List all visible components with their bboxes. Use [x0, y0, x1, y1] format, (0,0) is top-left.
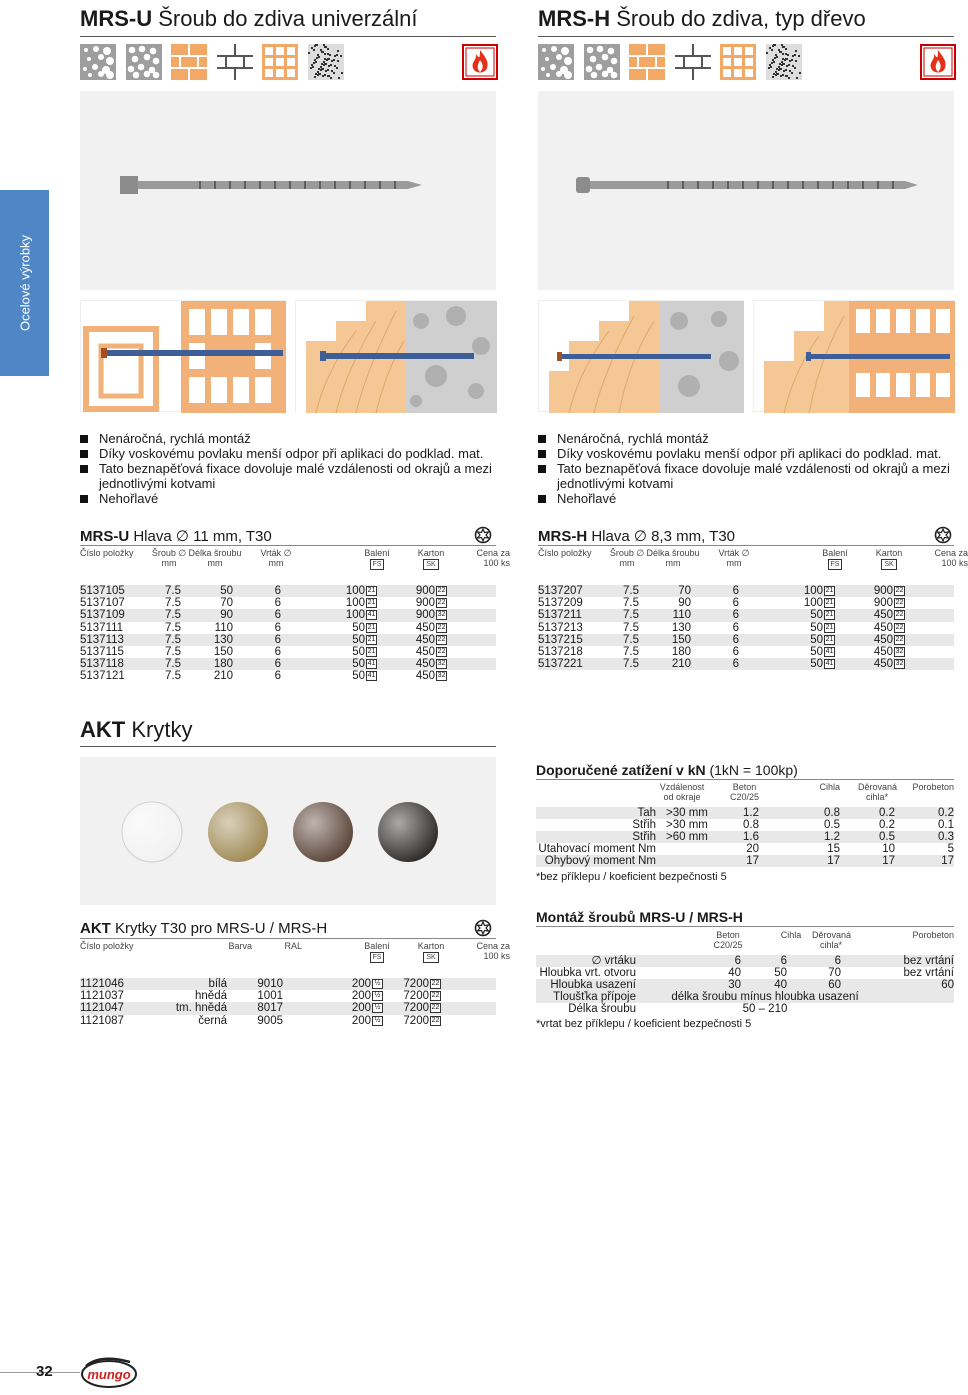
column-header-item: Číslo položky: [538, 548, 592, 558]
pack-code: 41: [367, 672, 376, 680]
pack-code: 21: [367, 586, 376, 594]
pack-code: 21: [825, 623, 834, 631]
load-table: [536, 807, 954, 867]
table-row: 1121046 bílá 9010 200 ½ 7200 22: [80, 978, 496, 990]
feature-item: Nenáročná, rychlá montáž: [80, 431, 500, 446]
mount-header-beton: Beton C20/25: [713, 930, 743, 950]
mrsh-feature-list: [538, 431, 958, 506]
packaging-tag: SK: [423, 559, 438, 570]
column-header-price: Cena za 100 ks: [476, 548, 510, 568]
fire-icon: [920, 44, 956, 80]
table-row: 5137211 7.5 110 6 50 21 450 22: [538, 609, 954, 621]
feature-item: Nehořlavé: [538, 491, 958, 506]
table-row: 5137213 7.5 130 6 50 21 450 22: [538, 621, 904, 634]
carton-code: 22: [431, 992, 440, 1000]
table-row: 5137121 7.5 210 6 50 41 450 32: [80, 670, 446, 683]
column-header-pack: Balení FS: [364, 548, 390, 568]
column-header-drill: Vrták ∅ mm: [260, 548, 292, 568]
aerated-concrete-icon: [126, 44, 162, 80]
column-header-pack: Balení FS: [364, 941, 390, 961]
mount-table-title: Montáž šroubů MRS-U / MRS-H: [536, 909, 743, 925]
mrsu-feature-list: [80, 431, 500, 506]
load-header-porobeton: Porobeton: [912, 782, 954, 792]
svg-text:mungo: mungo: [87, 1367, 131, 1382]
perforated-brick-icon: [262, 44, 298, 80]
right-title-rule: [538, 36, 954, 37]
table-row: 5137115 7.5 150 6 50 21 450 22: [80, 646, 446, 659]
mrsu-product-table: [80, 585, 496, 683]
table-row: 1121087 černá 9005 200 ½ 7200 22: [80, 1014, 440, 1027]
table-row: Hloubka vrt. otvoru 40 50 70 bez vrtání: [539, 967, 954, 979]
pack-code: 41: [825, 660, 834, 668]
carton-code: 32: [437, 611, 446, 619]
carton-code: 22: [437, 647, 446, 655]
carton-code: 22: [437, 623, 446, 631]
table-row: 5137107 7.5 70 6 100 21 900 22: [80, 597, 446, 610]
brick-icon: [171, 44, 207, 80]
torx-drive-icon: [474, 526, 492, 544]
cover-caps-photo: [80, 757, 496, 905]
stone-icon: [766, 44, 802, 80]
packaging-tag: FS: [370, 559, 385, 570]
table-row: Střih >60 mm 1.6 1.2 0.5 0.3: [536, 831, 954, 843]
concrete-icon: [538, 44, 574, 80]
column-header-drill: Vrták ∅ mm: [718, 548, 750, 568]
table-row: 5137218 7.5 180 6 50 41 450 32: [538, 646, 904, 659]
carton-code: 22: [437, 599, 446, 607]
mrsh-screw-photo: [538, 91, 954, 290]
carton-code: 32: [437, 672, 446, 680]
carton-code: 22: [895, 586, 904, 594]
pack-code: 41: [825, 647, 834, 655]
table-row: 5137109 7.5 90 6 100 41 900 32: [80, 609, 496, 621]
table-row: 5137111 7.5 110 6 50 21 450 22: [80, 621, 446, 634]
feature-item: Nenáročná, rychlá montáž: [538, 431, 958, 446]
stone-icon: [308, 44, 344, 80]
mrsh-product-table: [538, 585, 954, 670]
column-header-price: Cena za 100 ks: [476, 941, 510, 961]
akt-product-table: [80, 978, 496, 1027]
column-header-price: Cena za 100 ks: [934, 548, 968, 568]
column-header-screw: Šroub ∅ mm: [609, 548, 645, 568]
pack-code: 41: [367, 660, 376, 668]
carton-code: 32: [895, 647, 904, 655]
feature-item: Díky voskovému povlaku menší odpor při aplikaci do podklad. mat.: [80, 446, 500, 461]
feature-item: Díky voskovému povlaku menší odpor při aplikaci do podklad. mat.: [538, 446, 958, 461]
table-row: Střih >30 mm 0.8 0.5 0.2 0.1: [632, 819, 954, 831]
column-header-color: Barva: [228, 941, 252, 951]
carton-code: 22: [895, 611, 904, 619]
load-table-title: Doporučené zatížení v kN (1kN = 100kp): [536, 762, 798, 778]
mrsu-table-title: MRS-U Hlava ∅ 11 mm, T30: [80, 528, 272, 545]
pack-code: 21: [825, 586, 834, 594]
carton-code: 22: [895, 635, 904, 643]
pack-code: 21: [367, 599, 376, 607]
pack-code: 41: [367, 611, 376, 619]
carton-code: 32: [437, 660, 446, 668]
carton-code: 22: [431, 1016, 440, 1024]
pack-code: 21: [367, 623, 376, 631]
packaging-tag: SK: [881, 559, 896, 570]
load-header-cihla: Cihla: [819, 782, 840, 792]
feature-item: Tato beznapěťová fixace dovoluje malé vzdálenosti od okrajů a mezi jednotlivými kotvami: [538, 461, 958, 491]
mrsu-wood-concrete-illustration: [295, 300, 496, 412]
table-row: 5137209 7.5 90 6 100 21 900 22: [538, 597, 904, 610]
right-page-title: MRS-H Šroub do zdiva, typ dřevo: [538, 6, 866, 31]
table-row: 5137221 7.5 210 6 50 41 450 32: [538, 658, 954, 670]
pack-code: ½: [372, 979, 383, 989]
torx-drive-icon: [474, 919, 492, 937]
column-header-item: Číslo položky: [80, 941, 134, 951]
carton-code: 22: [895, 623, 904, 631]
mungo-logo[interactable]: [80, 1356, 138, 1390]
concrete-icon: [80, 44, 116, 80]
column-header-carton: Karton SK: [875, 548, 903, 568]
load-table-note: *bez příklepu / koeficient bezpečnosti 5: [536, 871, 727, 883]
column-header-len: Délka šroubu mm: [646, 548, 700, 568]
left-page-title: MRS-U Šroub do zdiva univerzální: [80, 6, 418, 31]
mount-table: [536, 955, 954, 1015]
table-row: ∅ vrtáku 6 6 6 bez vrtání: [536, 955, 954, 967]
pack-code: 21: [825, 611, 834, 619]
column-header-item: Číslo položky: [80, 548, 134, 558]
table-row: Utahovací moment Nm 20 15 10 5: [538, 843, 954, 855]
brick-icon: [629, 44, 665, 80]
left-title-rule: [80, 36, 496, 37]
akt-section-title: AKT Krytky: [80, 717, 193, 742]
feature-item: Nehořlavé: [80, 491, 500, 506]
mrsh-wood-brick-illustration: [753, 300, 954, 412]
fire-icon: [462, 44, 498, 80]
table-row: 5137215 7.5 150 6 50 21 450 22: [538, 634, 954, 646]
category-side-tab[interactable]: Ocelové výrobky: [0, 190, 49, 376]
mrsh-wood-concrete-illustration: [538, 300, 743, 412]
mount-table-note: *vrtat bez příklepu / koeficient bezpečnosti 5: [536, 1018, 752, 1030]
table-row: Hloubka usazení 30 40 60 60: [536, 979, 954, 991]
table-row: Délka šroubu 50 – 210: [568, 1003, 788, 1015]
column-header-len: Délka šroubu mm: [188, 548, 242, 568]
table-row: Tloušťka přípoje délka šroubu mínus hloubka usazení: [536, 991, 954, 1003]
table-row: 5137113 7.5 130 6 50 21 450 22: [80, 634, 496, 646]
carton-code: 22: [431, 1004, 440, 1012]
table-row: 1121047 tm. hnědá 8017 200 ½ 7200 22: [80, 1002, 496, 1014]
load-header-edge: Vzdálenost od okraje: [659, 782, 705, 802]
column-header-pack: Balení FS: [822, 548, 848, 568]
perforated-brick-icon: [720, 44, 756, 80]
pack-code: ½: [372, 1003, 383, 1013]
column-header-carton: Karton SK: [417, 548, 445, 568]
table-row: Ohybový moment Nm 17 17 17 17: [536, 855, 954, 867]
carton-code: 22: [895, 599, 904, 607]
carton-code: 32: [895, 660, 904, 668]
solid-brick-icon: [675, 44, 711, 80]
mrsu-window-frame-illustration: [80, 300, 285, 412]
column-header-carton: Karton SK: [417, 941, 445, 961]
pack-code: ½: [372, 991, 383, 1001]
mrsh-table-title: MRS-H Hlava ∅ 8,3 mm, T30: [538, 528, 736, 545]
table-row: Tah >30 mm 1.2 0.8 0.2 0.2: [536, 807, 954, 819]
pack-code: 21: [825, 599, 834, 607]
column-header-screw: Šroub ∅ mm: [151, 548, 187, 568]
carton-code: 22: [431, 979, 440, 987]
table-row: 5137118 7.5 180 6 50 41 450 32: [80, 658, 496, 670]
pack-code: 21: [825, 635, 834, 643]
table-row: 1121037 hnědá 1001 200 ½ 7200 22: [80, 990, 440, 1003]
torx-drive-icon: [934, 526, 952, 544]
mrsu-screw-photo: [80, 91, 496, 290]
mount-header-cihla: Cihla: [780, 930, 802, 940]
page-number: 32: [36, 1363, 53, 1380]
feature-item: Tato beznapěťová fixace dovoluje malé vzdálenosti od okrajů a mezi jednotlivými kotvami: [80, 461, 500, 491]
aerated-concrete-icon: [584, 44, 620, 80]
column-header-ral: RAL: [284, 941, 302, 951]
solid-brick-icon: [217, 44, 253, 80]
pack-code: 21: [367, 635, 376, 643]
table-row: 5137207 7.5 70 6 100 21 900 22: [538, 585, 954, 597]
packaging-tag: FS: [370, 952, 385, 963]
load-header-derovana: Děrovaná cihla*: [858, 782, 898, 802]
pack-code: ½: [372, 1016, 383, 1026]
packaging-tag: SK: [423, 952, 438, 963]
packaging-tag: FS: [828, 559, 843, 570]
mount-header-derovana: Děrovaná cihla*: [812, 930, 852, 950]
load-header-beton: Beton C20/25: [729, 782, 760, 802]
table-row: 5137105 7.5 50 6 100 21 900 22: [80, 585, 496, 597]
carton-code: 22: [437, 635, 446, 643]
akt-table-title: AKT Krytky T30 pro MRS-U / MRS-H: [80, 920, 328, 937]
mount-header-porobeton: Porobeton: [912, 930, 954, 940]
pack-code: 21: [367, 647, 376, 655]
carton-code: 22: [437, 586, 446, 594]
